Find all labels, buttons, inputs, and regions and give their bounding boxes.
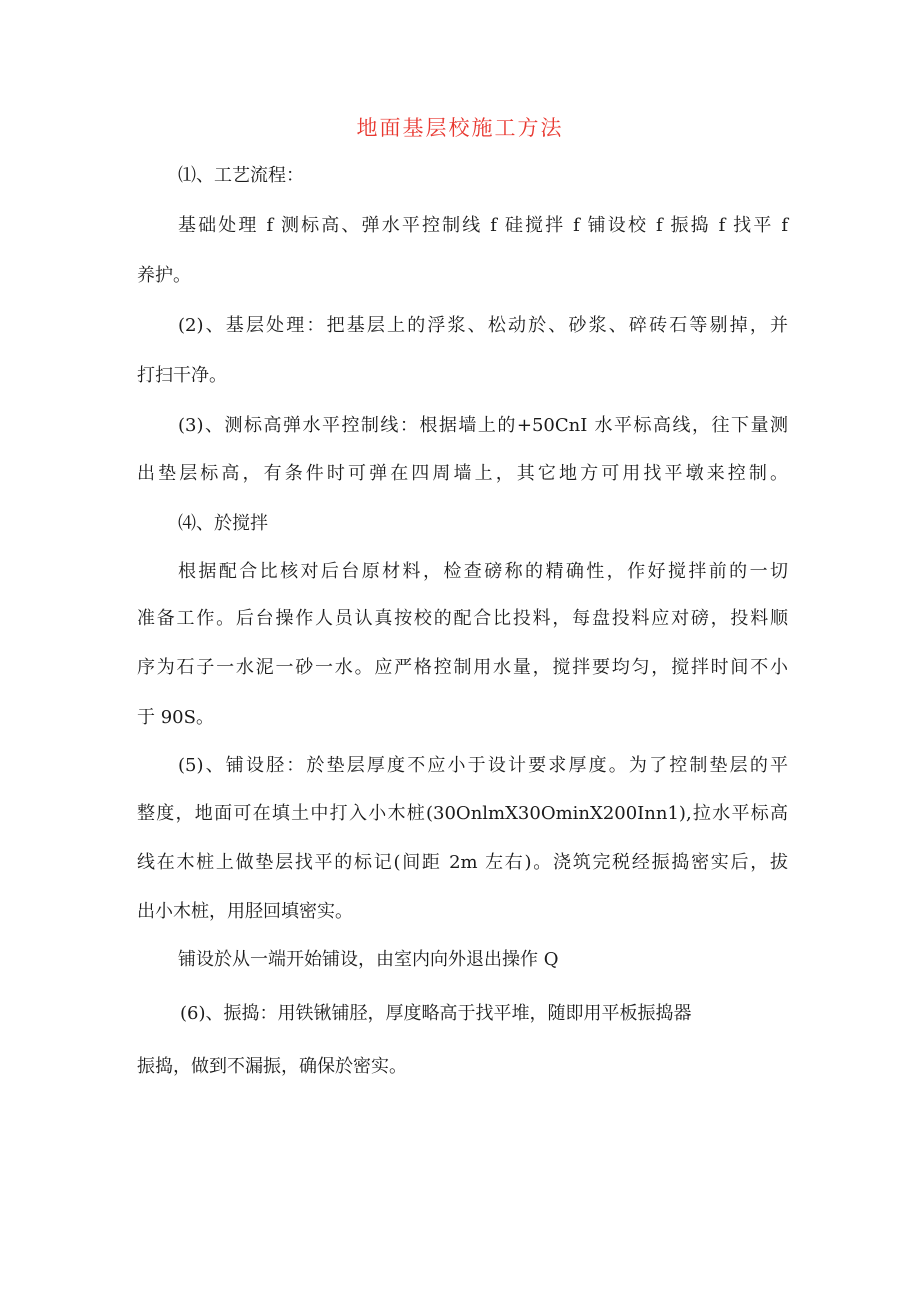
paragraph-line: 打扫干净。 (137, 365, 227, 386)
paragraph-line: (3)、测标高弹水平控制线：根据墙上的+50CnI 水平标高线，往下量测 (178, 415, 788, 436)
paragraph-line: 铺设於从一端开始铺设，由室内向外退出操作 Q (178, 949, 559, 970)
paragraph-line: 出小木桩，用胫回填密实。 (137, 901, 353, 922)
paragraph-line: 出垫层标高，有条件时可弹在四周墙上，其它地方可用找平墩来控制。 (137, 463, 788, 484)
paragraph-line: 根据配合比核对后台原材料，检查磅称的精确性，作好搅拌前的一切 (178, 561, 788, 582)
document-title: 地面基层校施工方法 (356, 116, 564, 140)
paragraph-line: (2)、基层处理：把基层上的浮浆、松动於、砂浆、碎砖石等剔掉，并 (178, 315, 788, 336)
paragraph-line: 线在木桩上做垫层找平的标记(间距 2m 左右)。浇筑完税经振捣密实后，拔 (137, 852, 788, 873)
paragraph-line: 基础处理 f 测标高、弹水平控制线 f 硅搅拌 f 铺设校 f 振捣 f 找平 f (178, 215, 788, 236)
paragraph-line: 准备工作。后台操作人员认真按校的配合比投料，每盘投料应对磅，投料顺 (137, 608, 788, 629)
paragraph-line: 振捣，做到不漏振，确保於密实。 (137, 1056, 407, 1077)
paragraph-line: (5)、铺设胫：於垫层厚度不应小于设计要求厚度。为了控制垫层的平 (178, 755, 788, 776)
paragraph-line: 整度，地面可在填土中打入小木桩(30OnlmX30OminX200Inn1),拉水平标高 (137, 803, 788, 824)
paragraph-line: 于 90S。 (137, 707, 214, 728)
paragraph-line: 序为石子一水泥一砂一水。应严格控制用水量，搅拌要均匀，搅拌时间不小 (137, 657, 788, 678)
paragraph-line: ⑷、於搅拌 (178, 513, 268, 534)
paragraph-line: ⑴、工艺流程： (178, 165, 304, 186)
paragraph-line: 养护。 (137, 265, 191, 286)
paragraph-line: (6)、振捣：用铁锹铺胫，厚度略高于找平堆，随即用平板振捣器 (180, 1003, 692, 1024)
